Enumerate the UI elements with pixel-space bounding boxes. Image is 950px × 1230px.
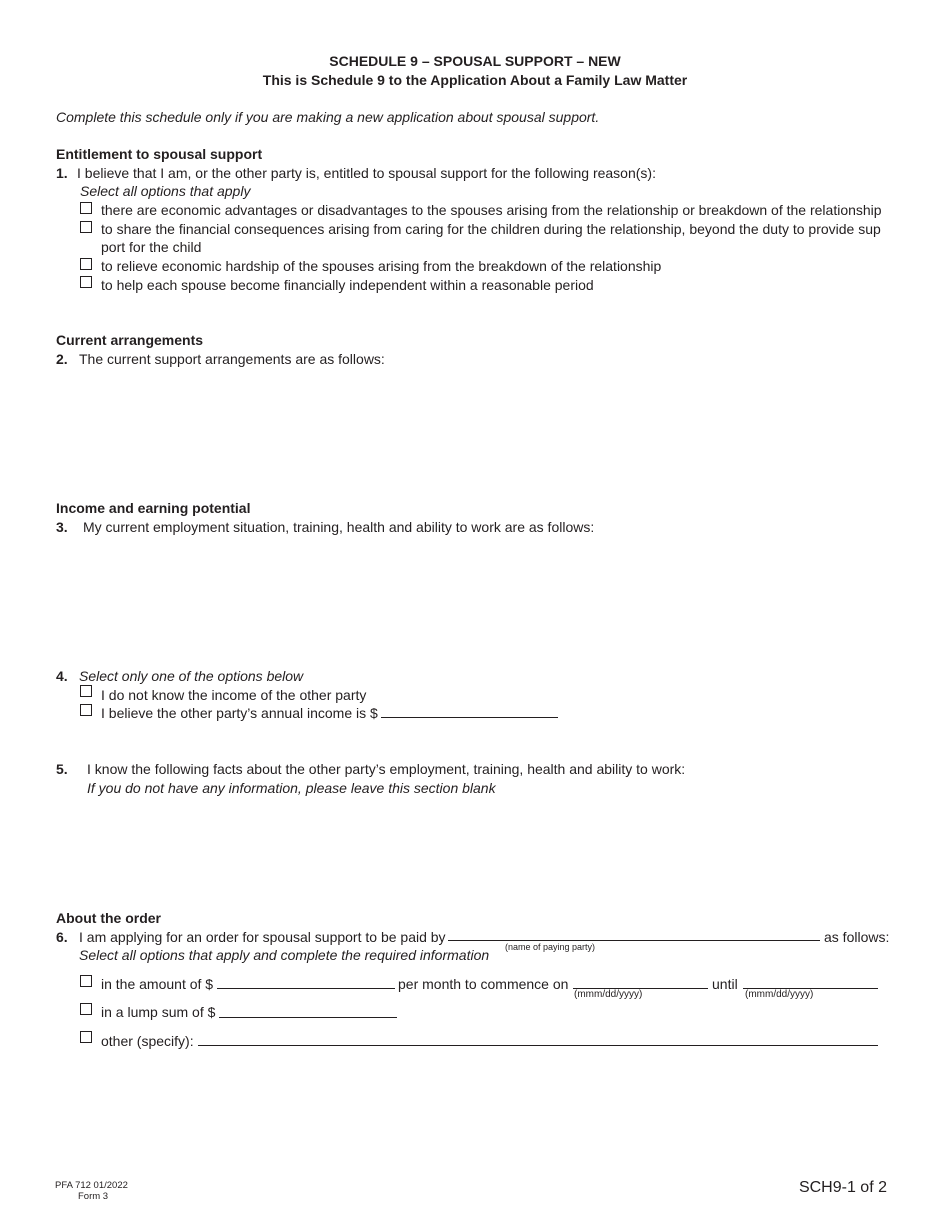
other-order-label: other (specify): <box>101 1033 194 1049</box>
schedule-title: SCHEDULE 9 – SPOUSAL SUPPORT – NEW <box>329 53 621 69</box>
income-known-checkbox[interactable] <box>80 704 92 716</box>
share-consequences-checkbox[interactable] <box>80 221 92 233</box>
lump-sum-input[interactable] <box>219 1017 397 1018</box>
commence-label: per month to commence on <box>398 976 569 992</box>
other-order-input[interactable] <box>198 1045 878 1046</box>
financial-independence-label: to help each spouse become financially independent within a reasonable period <box>101 277 594 293</box>
economic-advantages-label: there are economic advantages or disadvantages to the spouses arising from the relationship or breakdown of the relationship <box>101 202 882 218</box>
current-arrangements-field[interactable] <box>79 372 879 482</box>
commence-date-caption: (mmm/dd/yyyy) <box>574 989 643 1000</box>
monthly-amount-input[interactable] <box>217 988 395 989</box>
entitlement-statement: I believe that I am, or the other party is, entitled to spousal support for the following reason(s): <box>77 165 656 181</box>
order-instruction: Select all options that apply and complete the required information <box>79 947 490 963</box>
item-number-4: 4. <box>56 668 68 684</box>
form-number: Form 3 <box>78 1191 109 1202</box>
share-consequences-label-cont: port for the child <box>101 239 202 255</box>
income-known-label: I believe the other party’s annual income is $ <box>101 705 378 721</box>
form-code: PFA 712 01/2022 <box>55 1180 128 1191</box>
item-number-2: 2. <box>56 351 68 367</box>
other-party-facts-instruction: If you do not have any information, please leave this section blank <box>87 780 496 796</box>
paying-party-caption: (name of paying party) <box>505 942 596 952</box>
income-unknown-checkbox[interactable] <box>80 685 92 697</box>
page-number: SCH9-1 of 2 <box>798 1179 887 1196</box>
item-number-3: 3. <box>56 519 68 535</box>
other-party-facts-prompt: I know the following facts about the other party’s employment, training, health and ability to work: <box>87 761 686 777</box>
entitlement-instruction: Select all options that apply <box>80 183 251 199</box>
income-unknown-label: I do not know the income of the other party <box>101 687 367 703</box>
monthly-amount-label: in the amount of $ <box>101 976 214 992</box>
employment-situation-field[interactable] <box>83 540 883 655</box>
economic-advantages-checkbox[interactable] <box>80 202 92 214</box>
relieve-hardship-checkbox[interactable] <box>80 258 92 270</box>
schedule-subtitle: This is Schedule 9 to the Application About a Family Law Matter <box>262 72 688 88</box>
other-order-checkbox[interactable] <box>80 1031 92 1043</box>
order-statement-suffix: as follows: <box>824 929 890 945</box>
intro-instruction: Complete this schedule only if you are making a new application about spousal support. <box>56 109 600 125</box>
item-number-6: 6. <box>56 929 68 945</box>
section-heading-income: Income and earning potential <box>56 500 251 516</box>
item-number-5: 5. <box>56 761 68 777</box>
monthly-amount-checkbox[interactable] <box>80 975 92 987</box>
income-instruction: Select only one of the options below <box>79 668 304 684</box>
until-label: until <box>712 976 738 992</box>
section-heading-current-arrangements: Current arrangements <box>56 332 204 348</box>
lump-sum-checkbox[interactable] <box>80 1003 92 1015</box>
paying-party-input[interactable] <box>448 940 820 941</box>
current-arrangements-prompt: The current support arrangements are as follows: <box>79 351 385 367</box>
share-consequences-label: to share the financial consequences arising from caring for the children during the relationship, beyond the duty to provide sup <box>101 221 881 237</box>
financial-independence-checkbox[interactable] <box>80 276 92 288</box>
section-heading-entitlement: Entitlement to spousal support <box>56 146 263 162</box>
order-statement: I am applying for an order for spousal support to be paid by <box>79 929 446 945</box>
lump-sum-label: in a lump sum of $ <box>101 1004 216 1020</box>
until-date-caption: (mmm/dd/yyyy) <box>745 989 814 1000</box>
item-number-1: 1. <box>56 165 68 181</box>
employment-situation-prompt: My current employment situation, training, health and ability to work are as follows: <box>83 519 595 535</box>
relieve-hardship-label: to relieve economic hardship of the spouses arising from the breakdown of the relationship <box>101 258 662 274</box>
section-heading-about-order: About the order <box>56 910 161 926</box>
other-party-facts-field[interactable] <box>87 800 887 900</box>
annual-income-input[interactable] <box>381 717 558 718</box>
